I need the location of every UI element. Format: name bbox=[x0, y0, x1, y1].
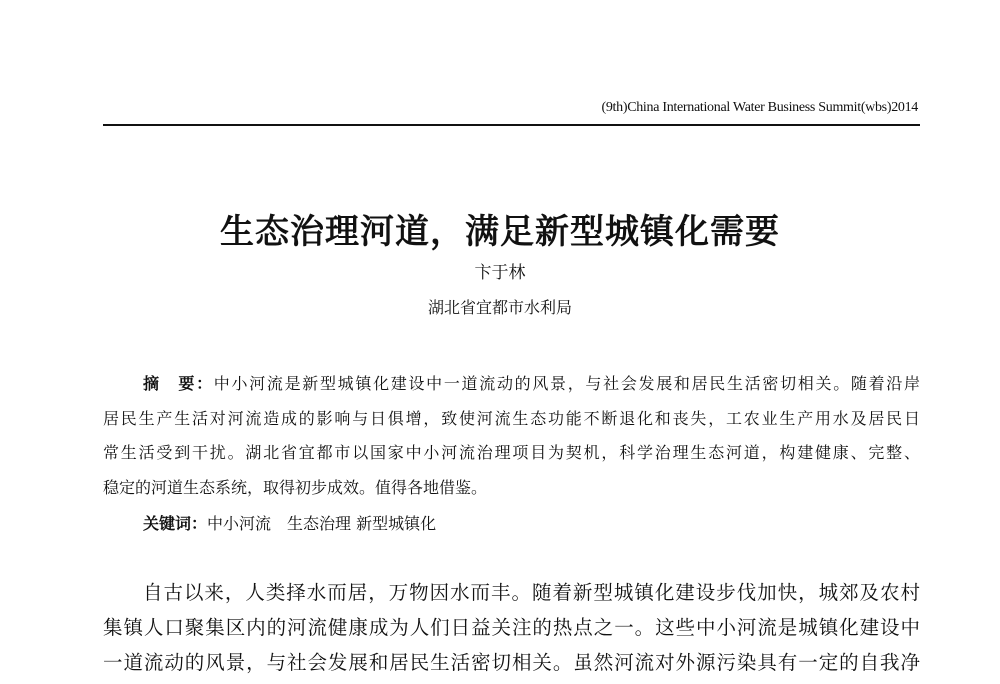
keyword: 新型城镇化 bbox=[356, 514, 437, 533]
body-line: 一道流动的风景，与社会发展和居民生活密切相关。虽然河流对外源污染具有一定的自我净 bbox=[103, 651, 920, 674]
keywords-label: 关键词： bbox=[143, 514, 208, 533]
abstract-line: 常生活受到干扰。湖北省宜都市以国家中小河流治理项目为契机，科学治理生态河道，构建健康、完整、 bbox=[103, 443, 920, 462]
running-header: (9th)China International Water Business Summit(wbs)2014 bbox=[601, 100, 918, 115]
article-affiliation: 湖北省宜都市水利局 bbox=[427, 298, 572, 317]
abstract-line: 居民生产生活对河流造成的影响与日俱增，致使河流生态功能不断退化和丧失，工农业生产用水及居民日 bbox=[103, 409, 920, 428]
abstract-label: 摘 要： bbox=[143, 374, 214, 393]
article-author: 卞于林 bbox=[474, 263, 526, 283]
keyword: 中小河流 bbox=[207, 514, 272, 533]
keywords bbox=[143, 511, 436, 534]
header-rule bbox=[103, 124, 920, 126]
abstract-line: 稳定的河道生态系统，取得初步成效。值得各地借鉴。 bbox=[103, 478, 488, 497]
body-line: 自古以来，人类择水而居，万物因水而丰。随着新型城镇化建设步伐加快，城郊及农村 bbox=[143, 581, 920, 604]
article-title: 生态治理河道，满足新型城镇化需要 bbox=[220, 212, 780, 252]
keyword: 生态治理 bbox=[287, 514, 352, 533]
body-line: 集镇人口聚集区内的河流健康成为人们日益关注的热点之一。这些中小河流是城镇化建设中 bbox=[103, 616, 920, 639]
abstract-line: 摘 要：中小河流是新型城镇化建设中一道流动的风景，与社会发展和居民生活密切相关。随着沿岸 bbox=[143, 374, 920, 393]
